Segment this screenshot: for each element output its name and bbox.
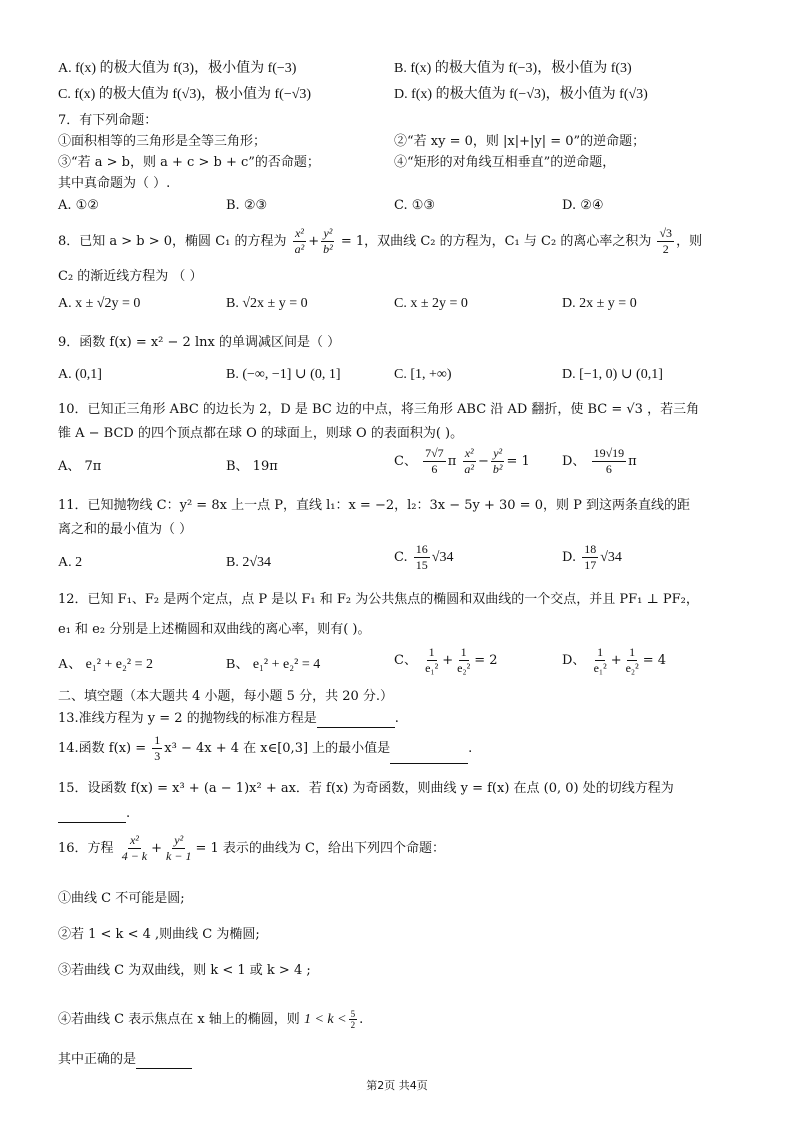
q7-option-d: D. ②④ xyxy=(562,198,604,213)
q8-line-1 xyxy=(58,226,702,257)
q7-option-a: A. ①② xyxy=(58,198,99,213)
q8-plus: + xyxy=(308,234,320,249)
q12-option-d: D、 $\frac{1}{\text{e₁²}}$ + $\frac{1}{\text{e₂²}}$ = 4 xyxy=(562,645,666,675)
q11-d-frac: $\frac{18}{17}$ xyxy=(584,542,597,572)
q12-c-frac-1: $\frac{1}{\text{e₁²}}$ xyxy=(425,645,439,675)
q7-option-b: B. ②③ xyxy=(226,198,268,213)
q11-line-2: 离之和的最小值为（ ） xyxy=(58,522,193,537)
q10-option-d: D、 $\frac{19√19}{6}$ π xyxy=(562,446,637,476)
q16-proposition-4: ④若曲线 C 表示焦点在 x 轴上的椭圆，则 1 < k < $\frac{5}{2}$ . xyxy=(58,1009,364,1030)
q14-frac: $\frac{1}{3}$ xyxy=(154,733,161,763)
q6-option-b: B. f(x) 的极大值为 f(−3)，极小值为 f(3) xyxy=(394,61,632,76)
q7-proposition-3: ③“若 a > b，则 a + c > b + c”的否命题； xyxy=(58,155,320,170)
q8-text-c: ，则 xyxy=(676,234,703,249)
section-heading: 二、填空题（本大题共 4 小题，每小题 5 分，共 20 分.） xyxy=(58,689,394,704)
q12-d-frac-2: $\frac{1}{\text{e₂²}}$ xyxy=(625,645,639,675)
q12-c-frac-2: $\frac{1}{\text{e₂²}}$ xyxy=(457,645,471,675)
q6-option-a: A. f(x) 的极大值为 f(3)，极小值为 f(−3) xyxy=(58,61,297,76)
q15-line-2: . xyxy=(58,805,130,823)
q16-proposition-2: ②若 1 < k < 4 ,则曲线 C 为椭圆; xyxy=(58,927,260,942)
q11-option-c: C. $\frac{16}{15}$ √34 xyxy=(394,542,454,572)
q8-option-d: D. 2x ± y = 0 xyxy=(562,296,637,311)
q15-line-1: 15．设函数 f(x) = x³ + (a − 1)x² + ax．若 f(x) 为奇函数，则曲线 y = f(x) 在点 (0, 0) 处的切线方程为 xyxy=(58,781,674,796)
q10-c-frac: $\frac{7√7}{6}$ xyxy=(425,446,444,476)
q7-proposition-4: ④“矩形的对角线互相垂直”的逆命题， xyxy=(394,155,616,170)
q12-line-1: 12．已知 F₁、F₂ 是两个定点，点 P 是以 F₁ 和 F₂ 为公共焦点的椭圆和双曲线的一个交点，并且 PF₁ ⊥ PF₂， xyxy=(58,592,699,607)
q9-stem: 9．函数 f(x) = x² − 2 lnx 的单调减区间是（ ） xyxy=(58,335,341,350)
q11-option-d: D. $\frac{18}{17}$ √34 xyxy=(562,542,622,572)
q10-d-frac: $\frac{19√19}{6}$ xyxy=(593,446,625,476)
q8-option-c: C. x ± 2y = 0 xyxy=(394,296,468,311)
page-footer: 第2页 共4页 xyxy=(366,1079,428,1092)
q12-option-a: A、 e₁² + e₂² = 2 xyxy=(58,657,153,672)
q10-line-1: 10．已知正三角形 ABC 的边长为 2，D 是 BC 边的中点，将三角形 ABC 沿 AD 翻折，使 BC = √3 ，若三角 xyxy=(58,402,700,417)
q8-option-a: A. x ± √2y = 0 xyxy=(58,296,141,311)
q16-answer-blank xyxy=(136,1054,192,1069)
q10-c-eq-x: $\frac{\text{x²}}{\text{a²}}$ xyxy=(464,446,474,476)
q11-line-1: 11．已知抛物线 C：y² = 8x 上一点 P，直线 l₁：x = −2，l₂：3x − 5y + 30 = 0，则 P 到这两条直线的距 xyxy=(58,498,690,513)
q16-frac-x: $\frac{\text{x²}}{4 - k}$ xyxy=(121,833,148,863)
q7-ask: 其中真命题为（ ）. xyxy=(58,176,171,191)
q11-option-b: B. 2√34 xyxy=(226,555,272,570)
q8-option-b: B. √2x ± y = 0 xyxy=(226,296,308,311)
q7-stem: 7．有下列命题： xyxy=(58,113,158,128)
q12-option-c: C、 $\frac{1}{\text{e₁²}}$ + $\frac{1}{\text{e₂²}}$ = 2 xyxy=(394,645,498,675)
q9-option-c: C. [1, +∞) xyxy=(394,367,452,382)
q16-stem: 16．方程 $\frac{\text{x²}}{4 - k}$ + $\frac{\text{y²}}{k - 1}$ = 1 表示的曲线为 C，给出下列四个命题： xyxy=(58,833,445,863)
q6-option-c: C. f(x) 的极大值为 f(√3)，极小值为 f(−√3) xyxy=(58,87,312,102)
q10-option-b: B、 19π xyxy=(226,459,278,474)
q8-text-a: 8．已知 a > b > 0，椭圆 C₁ 的方程为 xyxy=(58,234,287,249)
q16-frac-y: $\frac{\text{y²}}{k - 1}$ xyxy=(166,833,192,863)
q11-option-a: A. 2 xyxy=(58,555,83,570)
q13: 13.准线方程为 y = 2 的抛物线的标准方程是 . xyxy=(58,711,399,726)
q16-proposition-3: ③若曲线 C 为双曲线，则 k < 1 或 k > 4 ; xyxy=(58,963,311,978)
q6-option-d: D. f(x) 的极大值为 f(−√3)，极小值为 f(√3) xyxy=(394,87,648,102)
q8-ellipse-frac-y: $\frac{\text{y²}}{\text{b²}}$ xyxy=(323,226,333,256)
q9-option-b: B. (−∞, −1] ∪ (0, 1] xyxy=(226,367,341,382)
q16-ask: 其中正确的是 xyxy=(58,1051,192,1069)
q8-eccentricity-product: $\frac{√3}{2}$ xyxy=(659,226,673,256)
q13-answer-blank xyxy=(317,713,395,728)
q11-c-frac: $\frac{16}{15}$ xyxy=(415,542,428,572)
q16-p4-frac: $\frac{5}{2}$ xyxy=(350,1009,356,1030)
q9-option-a: A. (0,1] xyxy=(58,367,102,382)
q12-line-2: e₁ 和 e₂ 分别是上述椭圆和双曲线的离心率，则有( )。 xyxy=(58,622,371,637)
q10-option-c: C、 $\frac{7√7}{6}$ π $\frac{\text{x²}}{\text{a²}}$ − $\frac{\text{y²}}{\text{b²}}$ = 1 xyxy=(394,446,530,476)
q10-c-eq-y: $\frac{\text{y²}}{\text{b²}}$ xyxy=(492,446,503,476)
q8-text-b: = 1，双曲线 C₂ 的方程为，C₁ 与 C₂ 的离心率之积为 xyxy=(340,234,652,249)
q10-option-a: A、 7π xyxy=(58,459,102,474)
q14: 14.函数 f(x) = $\frac{1}{3}$ x³ − 4x + 4 在 x∈[0,3] 上的最小值是 . xyxy=(58,733,473,763)
q9-option-d: D. [−1, 0) ∪ (0,1] xyxy=(562,367,663,382)
q12-option-b: B、 e₁² + e₂² = 4 xyxy=(226,657,321,672)
q16-proposition-1: ①曲线 C 不可能是圆; xyxy=(58,891,185,906)
q8-line-2: C₂ 的渐近线方程为 （ ） xyxy=(58,269,203,284)
q14-answer-blank xyxy=(390,749,468,764)
q12-d-frac-1: $\frac{1}{\text{e₁²}}$ xyxy=(593,645,607,675)
q10-line-2: 锥 A − BCD 的四个顶点都在球 O 的球面上，则球 O 的表面积为( )。 xyxy=(58,426,464,441)
q7-option-c: C. ①③ xyxy=(394,198,436,213)
q7-proposition-1: ①面积相等的三角形是全等三角形； xyxy=(58,134,267,149)
q7-proposition-2: ②“若 xy = 0，则 |x|+|y| = 0”的逆命题； xyxy=(394,134,646,149)
q15-answer-blank xyxy=(58,808,126,823)
q8-ellipse-frac-x: $\frac{\text{x²}}{\text{a²}}$ xyxy=(294,226,305,256)
